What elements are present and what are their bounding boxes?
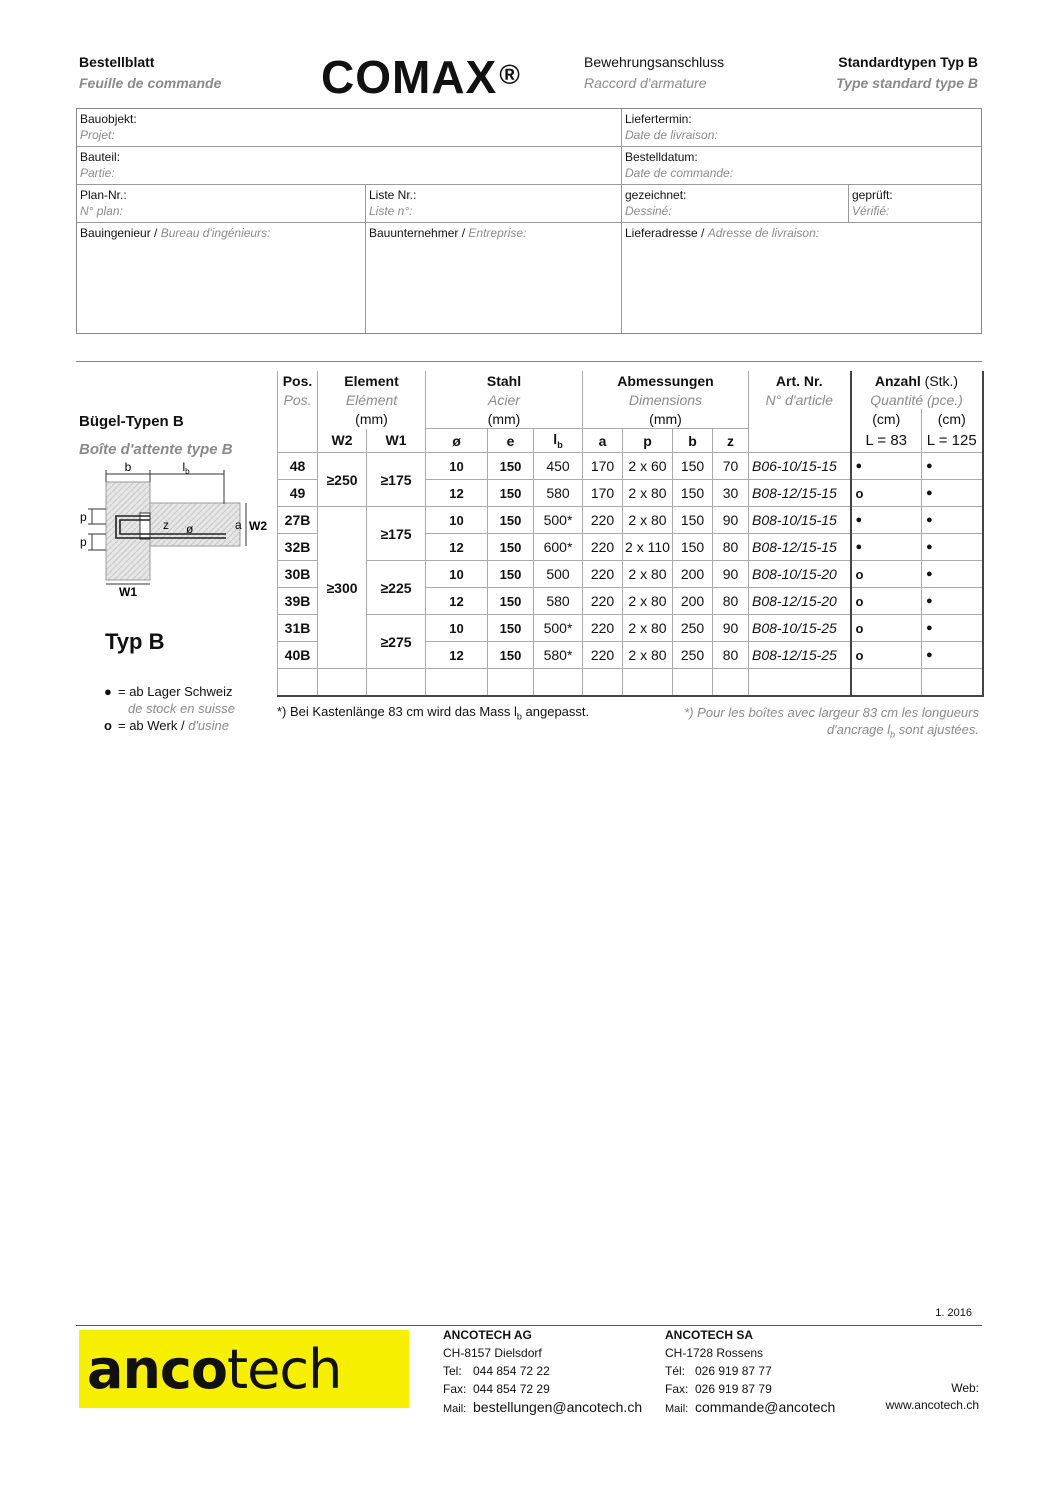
cell-a: 220 bbox=[583, 507, 623, 534]
cell-pos: 27B bbox=[278, 507, 318, 534]
product-table bbox=[277, 371, 984, 697]
field-liefertermin[interactable] bbox=[622, 109, 980, 145]
cell-phi: 12 bbox=[426, 642, 488, 669]
th-abm-fr: Dimensions bbox=[583, 390, 749, 409]
th-anzahl: Anzahl (Stk.) bbox=[851, 371, 983, 390]
cell-pos: 49 bbox=[278, 480, 318, 507]
table-row-empty bbox=[278, 669, 983, 697]
cell-w1: ≥175 bbox=[367, 507, 426, 561]
cell-b: 150 bbox=[673, 480, 713, 507]
table-row bbox=[278, 615, 983, 642]
th-a: a bbox=[583, 429, 623, 453]
th-anzahl-fr: Quantité (pce.) bbox=[851, 390, 983, 409]
cell-a: 220 bbox=[583, 642, 623, 669]
th-stahl-unit: (mm) bbox=[426, 409, 583, 429]
cell-pos: 32B bbox=[278, 534, 318, 561]
cell-b: 250 bbox=[673, 615, 713, 642]
cell-b: 150 bbox=[673, 507, 713, 534]
cell-e: 150 bbox=[488, 507, 534, 534]
header-mid bbox=[584, 52, 724, 94]
cell-z: 90 bbox=[713, 615, 749, 642]
cell-art: B08-10/15-15 bbox=[749, 507, 851, 534]
footnote-de: *) Bei Kastenlänge 83 cm wird das Mass $l_b$ angepasst. bbox=[277, 704, 590, 722]
label-dessine: Dessiné: bbox=[625, 204, 672, 218]
cell-lb: 500* bbox=[534, 615, 583, 642]
field-plan-nr[interactable] bbox=[77, 185, 363, 221]
cell-lb: 500 bbox=[534, 561, 583, 588]
cell-lb: 450 bbox=[534, 453, 583, 480]
web-link[interactable]: www.ancotech.ch bbox=[885, 1398, 979, 1412]
cell-b: 150 bbox=[673, 534, 713, 561]
cell-pos: 48 bbox=[278, 453, 318, 480]
header-left bbox=[79, 52, 221, 94]
cell-lb: 580 bbox=[534, 588, 583, 615]
cell-e: 150 bbox=[488, 615, 534, 642]
label-bauingenieur: Bauingenieur / bbox=[80, 226, 161, 240]
table-row bbox=[278, 507, 983, 534]
c2-city: CH-1728 Rossens bbox=[665, 1346, 764, 1360]
cell-w1: ≥275 bbox=[367, 615, 426, 669]
c1-mail[interactable]: bestellungen@ancotech.ch bbox=[473, 1399, 643, 1415]
cell-b: 200 bbox=[673, 588, 713, 615]
form-date: 1. 2016 bbox=[935, 1307, 972, 1319]
c2-name: ANCOTECH SA bbox=[665, 1328, 754, 1342]
footnote-fr-line2: d'ancrage $l_b$ sont ajustées. bbox=[826, 722, 979, 740]
cell-e: 150 bbox=[488, 480, 534, 507]
cell-a: 220 bbox=[583, 561, 623, 588]
title-text: COMAX bbox=[321, 51, 498, 103]
cell-phi: 10 bbox=[426, 507, 488, 534]
th-abm-unit: (mm) bbox=[583, 409, 749, 429]
th-phi: ø bbox=[426, 429, 488, 453]
cell-qty-125[interactable]: ● bbox=[922, 534, 983, 561]
th-stahl-fr: Acier bbox=[426, 390, 583, 409]
cell-qty-125[interactable]: ● bbox=[922, 453, 983, 480]
cell-qty-125[interactable]: ● bbox=[922, 480, 983, 507]
dim-w2: W2 bbox=[249, 519, 267, 533]
field-bauunternehmer[interactable] bbox=[366, 223, 620, 331]
cell-qty-125[interactable]: ● bbox=[922, 507, 983, 534]
cell-b: 150 bbox=[673, 453, 713, 480]
cell-z: 80 bbox=[713, 588, 749, 615]
footnote-fr bbox=[684, 704, 979, 744]
title-buegel-typen: Bügel-Typen B bbox=[79, 413, 184, 430]
header-left-de: Bestellblatt bbox=[79, 54, 155, 70]
legend-factory: o = ab Werk / d'usine bbox=[104, 718, 230, 733]
cell-qty-83[interactable]: o bbox=[851, 642, 922, 669]
cell-e: 150 bbox=[488, 642, 534, 669]
cell-qty-125[interactable]: ● bbox=[922, 615, 983, 642]
dim-phi: ø bbox=[186, 522, 194, 536]
label-date-livraison: Date de livraison: bbox=[625, 128, 718, 142]
cell-p: 2 x 80 bbox=[623, 561, 673, 588]
cell-z: 90 bbox=[713, 561, 749, 588]
legend-stock-fr: de stock en suisse bbox=[128, 701, 235, 716]
label-verifie: Vérifié: bbox=[852, 204, 890, 218]
th-b: b bbox=[673, 429, 713, 453]
cell-phi: 12 bbox=[426, 480, 488, 507]
th-lb: $l_b$ bbox=[534, 429, 583, 453]
label-date-commande: Date de commande: bbox=[625, 166, 734, 180]
cell-w2: ≥250 bbox=[318, 453, 367, 507]
cell-p: 2 x 110 bbox=[623, 534, 673, 561]
th-element: Element bbox=[318, 371, 426, 390]
label-liste-n: Liste n°: bbox=[369, 204, 413, 218]
logo-anco: anco bbox=[87, 1338, 227, 1401]
label-no-plan: N° plan: bbox=[80, 204, 123, 218]
divider bbox=[76, 361, 982, 362]
th-cm1: (cm) bbox=[851, 409, 922, 429]
header-mid-fr: Raccord d'armature bbox=[584, 75, 707, 91]
cell-phi: 10 bbox=[426, 615, 488, 642]
label-adresse-livraison: Adresse de livraison: bbox=[707, 226, 820, 240]
cell-qty-83[interactable]: o bbox=[851, 588, 922, 615]
cell-z: 70 bbox=[713, 453, 749, 480]
field-gezeichnet[interactable] bbox=[622, 185, 847, 221]
cell-e: 150 bbox=[488, 588, 534, 615]
th-stahl: Stahl bbox=[426, 371, 583, 390]
field-bauingenieur[interactable] bbox=[77, 223, 363, 331]
cell-qty-125[interactable]: ● bbox=[922, 588, 983, 615]
ancotech-logo bbox=[79, 1330, 409, 1408]
cell-e: 150 bbox=[488, 453, 534, 480]
cell-a: 170 bbox=[583, 453, 623, 480]
header-right bbox=[836, 52, 978, 94]
label-bauteil: Bauteil: bbox=[80, 150, 121, 164]
cell-phi: 12 bbox=[426, 534, 488, 561]
cell-art: B08-10/15-25 bbox=[749, 615, 851, 642]
th-p: p bbox=[623, 429, 673, 453]
label-bureau-ingenieurs: Bureau d'ingénieurs: bbox=[160, 226, 271, 240]
cell-w2: ≥300 bbox=[318, 507, 367, 669]
cell-qty-83[interactable]: o bbox=[851, 561, 922, 588]
c1-fax: 044 854 72 29 bbox=[473, 1382, 550, 1396]
dim-z: z bbox=[163, 518, 169, 532]
cell-art: B08-12/15-15 bbox=[749, 480, 851, 507]
header-mid-de: Bewehrungsanschluss bbox=[584, 54, 725, 70]
th-l83: L = 83 bbox=[851, 429, 922, 453]
order-info-form bbox=[76, 108, 982, 334]
dim-a: a bbox=[235, 518, 242, 532]
cell-art: B08-12/15-20 bbox=[749, 588, 851, 615]
cell-p: 2 x 80 bbox=[623, 480, 673, 507]
stirrup-diagram bbox=[76, 462, 276, 602]
th-pos-fr: Pos. bbox=[278, 390, 318, 409]
label-geprueft: geprüft: bbox=[852, 188, 893, 202]
cell-art: B06-10/15-15 bbox=[749, 453, 851, 480]
cell-b: 250 bbox=[673, 642, 713, 669]
th-e: e bbox=[488, 429, 534, 453]
dim-p-bottom: p bbox=[80, 535, 87, 549]
cell-a: 220 bbox=[583, 615, 623, 642]
cell-a: 220 bbox=[583, 588, 623, 615]
th-w2: W2 bbox=[318, 429, 367, 453]
cell-a: 220 bbox=[583, 534, 623, 561]
label-entreprise: Entreprise: bbox=[468, 226, 527, 240]
legend-stock: ● = ab Lager Schweiz bbox=[104, 684, 233, 699]
th-w1: W1 bbox=[367, 429, 426, 453]
th-element-fr: Elément bbox=[318, 390, 426, 409]
cell-w1: ≥225 bbox=[367, 561, 426, 615]
th-cm2: (cm) bbox=[922, 409, 983, 429]
legend-stock-de: = ab Lager Schweiz bbox=[118, 684, 233, 699]
cell-p: 2 x 80 bbox=[623, 615, 673, 642]
cell-b: 200 bbox=[673, 561, 713, 588]
cell-qty-83[interactable]: ● bbox=[851, 534, 922, 561]
label-gezeichnet: gezeichnet: bbox=[625, 188, 687, 202]
cell-qty-125-empty[interactable] bbox=[922, 669, 983, 697]
cell-p: 2 x 60 bbox=[623, 453, 673, 480]
dim-w1: W1 bbox=[119, 585, 137, 599]
page-title bbox=[321, 48, 521, 106]
cell-qty-125[interactable]: ● bbox=[922, 561, 983, 588]
legend bbox=[104, 683, 235, 734]
c2-mail[interactable]: commande@ancotech bbox=[695, 1399, 836, 1415]
cell-qty-83[interactable]: o bbox=[851, 480, 922, 507]
cell-art: B08-10/15-20 bbox=[749, 561, 851, 588]
label-plan-nr: Plan-Nr.: bbox=[80, 188, 127, 202]
company-ag: ANCOTECH AG CH-8157 Dielsdorf Tel: 044 854 72 22 Fax: 044 854 72 29 Mail: bestellungen@ancotech.ch bbox=[443, 1328, 643, 1415]
cell-lb: 580* bbox=[534, 642, 583, 669]
th-element-unit: (mm) bbox=[318, 409, 426, 429]
table-row bbox=[278, 453, 983, 480]
header-left-fr: Feuille de commande bbox=[79, 75, 222, 91]
field-liste-nr[interactable] bbox=[366, 185, 620, 221]
c1-tel: 044 854 72 22 bbox=[473, 1364, 550, 1378]
company-sa: ANCOTECH SA CH-1728 Rossens Tél: 026 919 87 77 Fax: 026 919 87 79 Mail: commande@ancotech bbox=[665, 1328, 836, 1415]
label-projet: Projet: bbox=[80, 128, 115, 142]
cell-z: 80 bbox=[713, 534, 749, 561]
cell-qty-83-empty[interactable] bbox=[851, 669, 922, 697]
cell-qty-125[interactable]: ● bbox=[922, 642, 983, 669]
cell-art: B08-12/15-15 bbox=[749, 534, 851, 561]
table-row bbox=[278, 561, 983, 588]
field-bauobjekt[interactable] bbox=[77, 109, 617, 145]
c1-city: CH-8157 Dielsdorf bbox=[443, 1346, 542, 1360]
label-liefertermin: Liefertermin: bbox=[625, 112, 692, 126]
label-bestelldatum: Bestelldatum: bbox=[625, 150, 698, 164]
cell-p: 2 x 80 bbox=[623, 642, 673, 669]
cell-qty-83[interactable]: ● bbox=[851, 453, 922, 480]
th-l125: L = 125 bbox=[922, 429, 983, 453]
label-lieferadresse: Lieferadresse / bbox=[625, 226, 708, 240]
website bbox=[886, 1380, 979, 1414]
cell-pos: 39B bbox=[278, 588, 318, 615]
field-lieferadresse[interactable] bbox=[622, 223, 980, 331]
cell-phi: 12 bbox=[426, 588, 488, 615]
cell-z: 80 bbox=[713, 642, 749, 669]
cell-lb: 600* bbox=[534, 534, 583, 561]
field-bauteil[interactable] bbox=[77, 147, 617, 183]
field-bestelldatum[interactable] bbox=[622, 147, 980, 183]
dim-b: b bbox=[124, 462, 132, 474]
header-right-de: Standardtypen Typ B bbox=[838, 54, 978, 70]
th-abmessungen: Abmessungen bbox=[583, 371, 749, 390]
cell-z: 90 bbox=[713, 507, 749, 534]
cell-qty-83[interactable]: o bbox=[851, 615, 922, 642]
header-right-fr: Type standard type B bbox=[836, 75, 978, 91]
cell-qty-83[interactable]: ● bbox=[851, 507, 922, 534]
cell-pos: 31B bbox=[278, 615, 318, 642]
dim-p-top: p bbox=[80, 510, 87, 524]
cell-p: 2 x 80 bbox=[623, 588, 673, 615]
cell-art: B08-12/15-25 bbox=[749, 642, 851, 669]
cell-e: 150 bbox=[488, 561, 534, 588]
cell-a: 170 bbox=[583, 480, 623, 507]
cell-w1: ≥175 bbox=[367, 453, 426, 507]
field-geprueft[interactable] bbox=[849, 185, 981, 221]
cell-lb: 580 bbox=[534, 480, 583, 507]
cell-phi: 10 bbox=[426, 453, 488, 480]
th-z: z bbox=[713, 429, 749, 453]
cell-p: 2 x 80 bbox=[623, 507, 673, 534]
cell-e: 150 bbox=[488, 534, 534, 561]
cell-z: 30 bbox=[713, 480, 749, 507]
cell-phi: 10 bbox=[426, 561, 488, 588]
th-art-fr: N° d'article bbox=[749, 390, 851, 409]
dim-lb: $l_b$ bbox=[182, 462, 190, 476]
footnote-fr-line1: *) Pour les boîtes avec largeur 83 cm les longueurs bbox=[684, 705, 979, 720]
legend-factory-fr: d'usine bbox=[188, 718, 230, 733]
type-label: Typ B bbox=[105, 629, 165, 654]
cell-pos: 40B bbox=[278, 642, 318, 669]
cell-pos: 30B bbox=[278, 561, 318, 588]
c1-name: ANCOTECH AG bbox=[443, 1328, 532, 1342]
web-label: Web: bbox=[951, 1381, 979, 1395]
left-panel-title bbox=[79, 408, 233, 464]
title-mark: ® bbox=[499, 59, 521, 90]
cell-lb: 500* bbox=[534, 507, 583, 534]
th-pos: Pos. bbox=[278, 371, 318, 390]
logo-tech: tech bbox=[227, 1338, 342, 1401]
title-boite-attente: Boîte d'attente type B bbox=[79, 441, 233, 458]
label-bauobjekt: Bauobjekt: bbox=[80, 112, 137, 126]
c2-fax: 026 919 87 79 bbox=[695, 1382, 772, 1396]
legend-factory-de: = ab Werk / bbox=[118, 718, 189, 733]
label-liste-nr: Liste Nr.: bbox=[369, 188, 417, 202]
label-partie: Partie: bbox=[80, 166, 115, 180]
c2-tel: 026 919 87 77 bbox=[695, 1364, 772, 1378]
th-art-nr: Art. Nr. bbox=[749, 371, 851, 390]
label-bauunternehmer: Bauunternehmer / bbox=[369, 226, 469, 240]
